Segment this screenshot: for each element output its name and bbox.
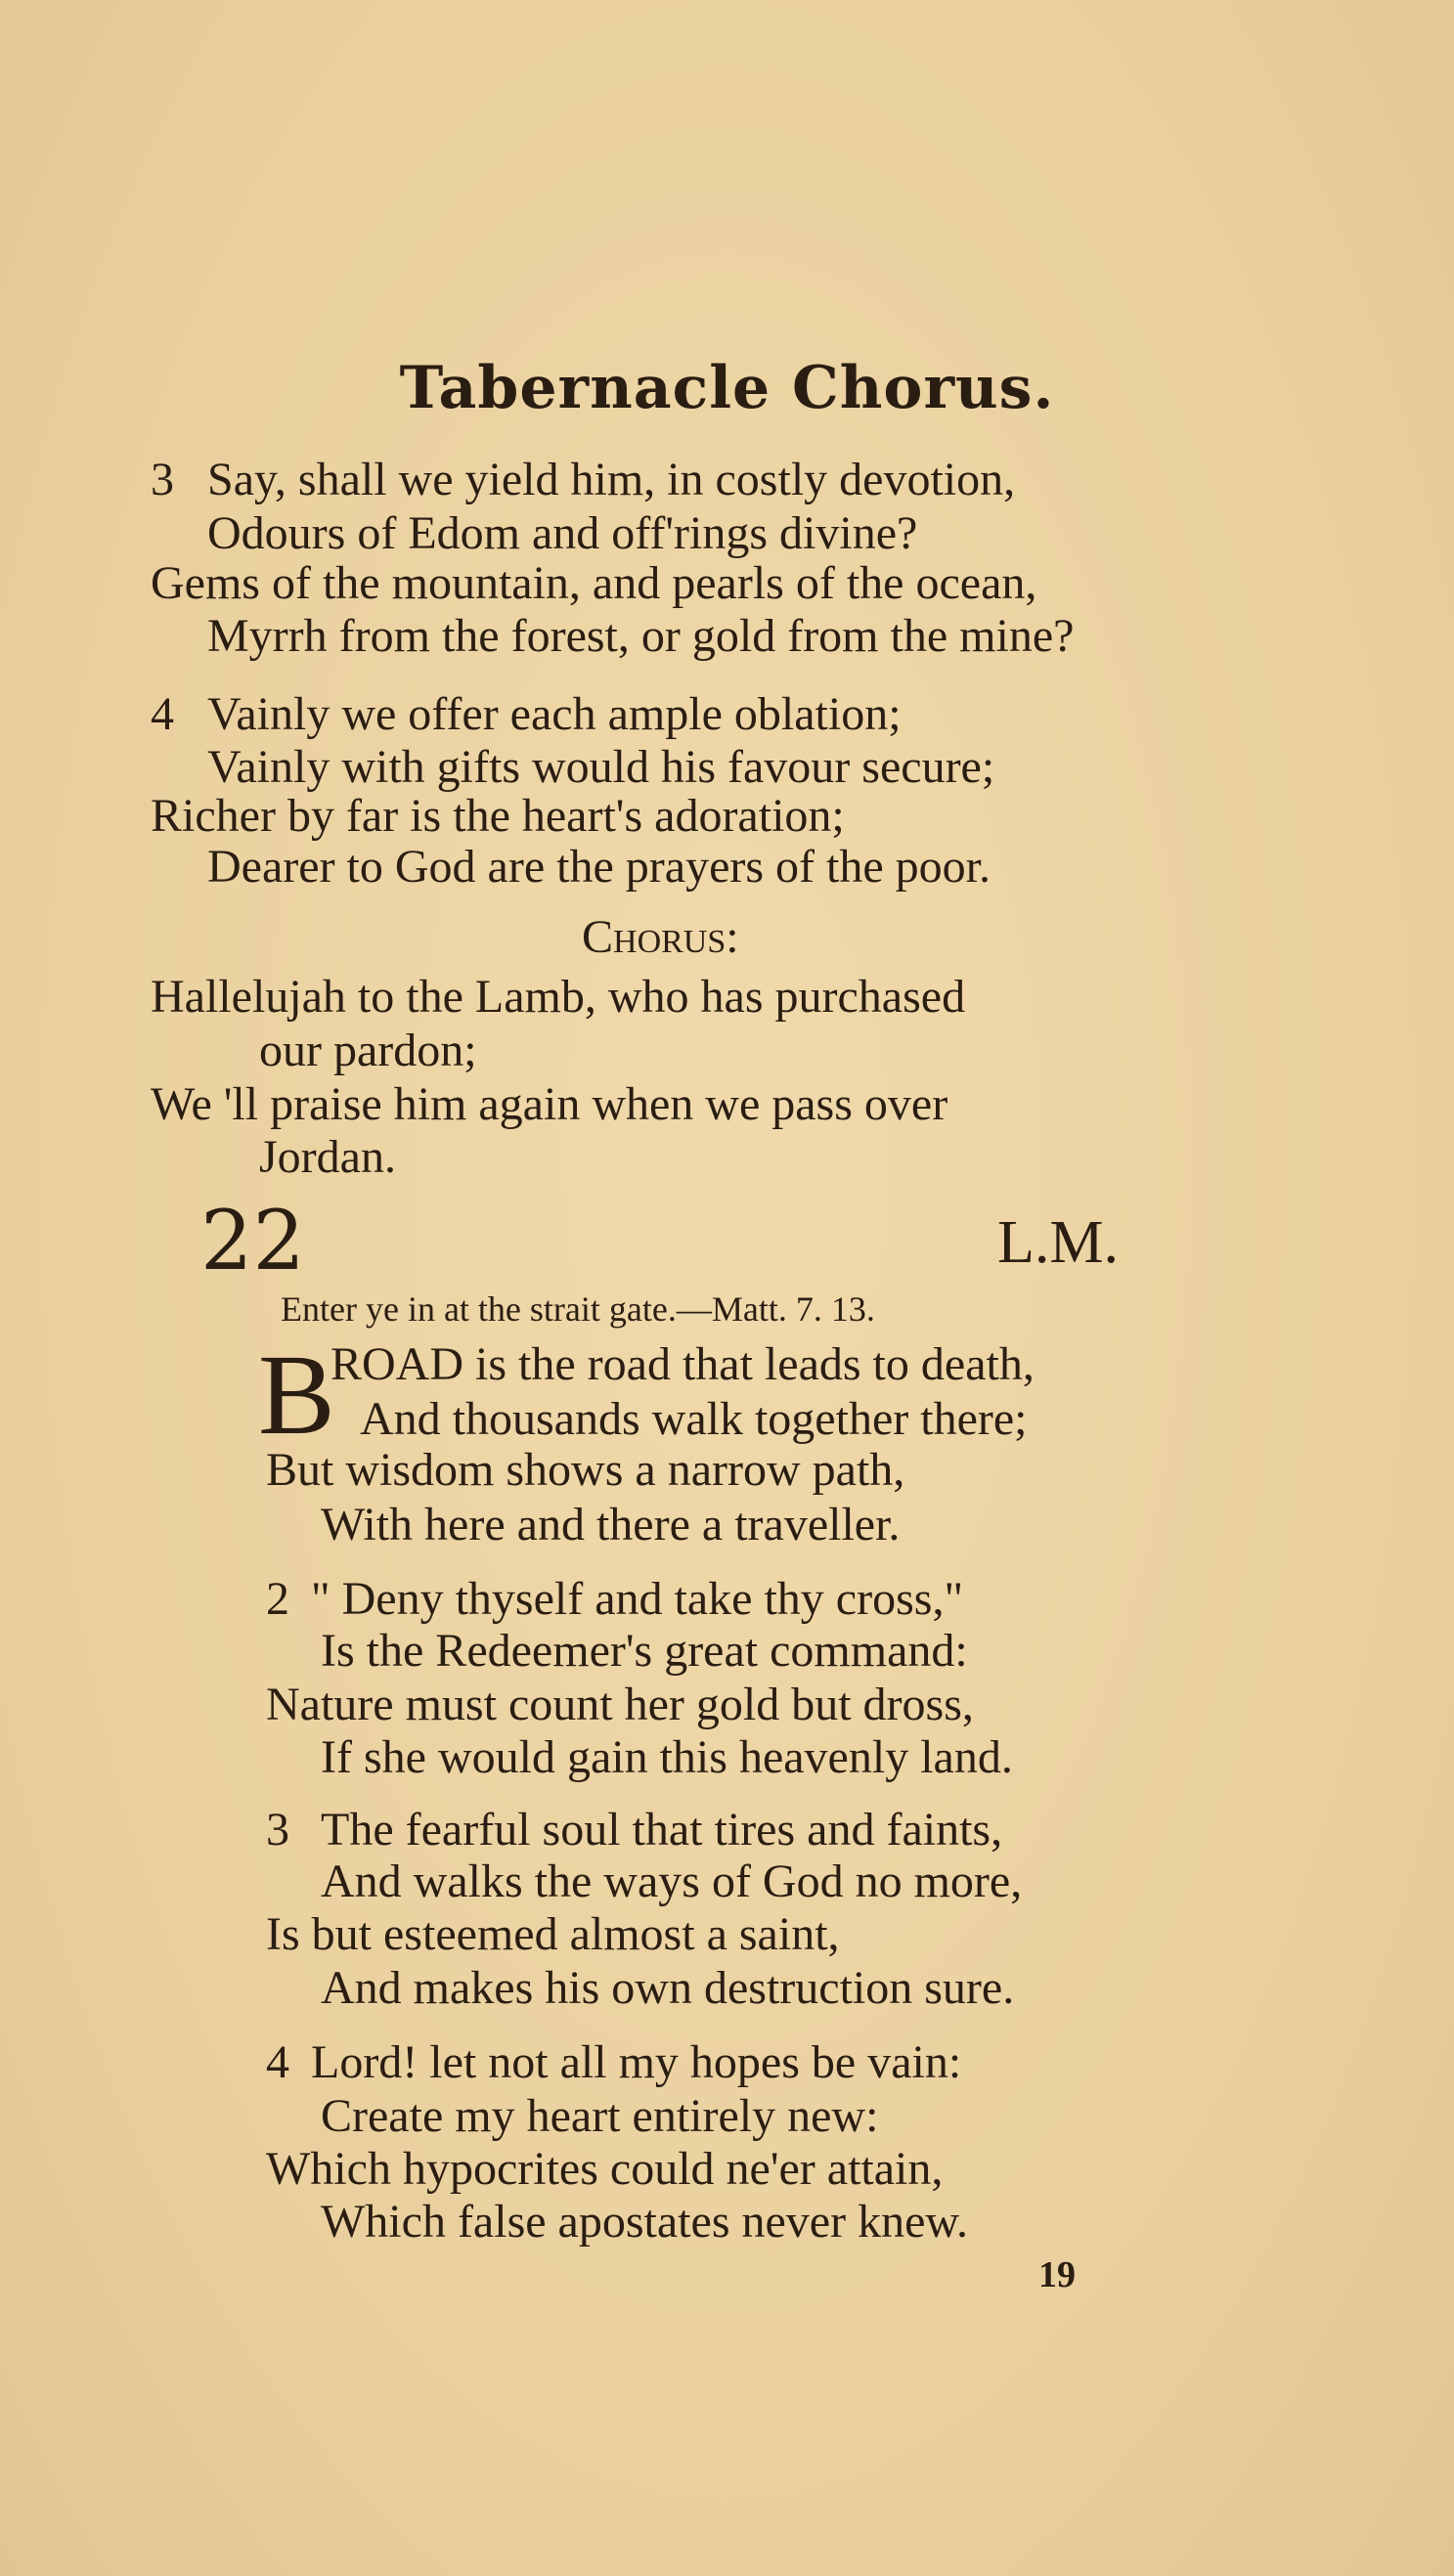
verse-line: " Deny thyself and take thy cross,": [311, 1573, 964, 1625]
verse-number: 3: [151, 454, 174, 505]
verse-line: Create my heart entirely new:: [321, 2090, 879, 2142]
drop-cap: B: [258, 1331, 335, 1459]
verse-line: Vainly with gifts would his favour secure;: [207, 741, 995, 793]
page-number: 19: [1038, 2254, 1076, 2295]
verse-line: But wisdom shows a narrow path,: [266, 1444, 905, 1496]
verse-line: Myrrh from the forest, or gold from the mine?: [207, 610, 1075, 662]
chorus-line: our pardon;: [259, 1025, 477, 1076]
verse-number: 3: [266, 1804, 289, 1856]
verse-line: Is the Redeemer's great command:: [321, 1625, 968, 1677]
verse-line: If she would gain this heavenly land.: [321, 1731, 1013, 1783]
verse-line: Which false apostates never knew.: [321, 2196, 968, 2248]
verse-line: Vainly we offer each ample oblation;: [207, 688, 902, 740]
verse-line: ROAD is the road that leads to death,: [330, 1338, 1035, 1390]
verse-line: The fearful soul that tires and faints,: [321, 1804, 1003, 1856]
verse-line: Say, shall we yield him, in costly devotion,: [207, 454, 1016, 505]
verse-line: Richer by far is the heart's adoration;: [151, 790, 845, 842]
chorus-line: Jordan.: [259, 1131, 396, 1183]
chorus-line: Hallelujah to the Lamb, who has purchased: [151, 971, 966, 1023]
hymn-number: 22: [200, 1193, 305, 1288]
verse-line: Gems of the mountain, and pearls of the ocean,: [151, 557, 1037, 609]
verse-line: Which hypocrites could ne'er attain,: [266, 2143, 944, 2195]
verse-line: With here and there a traveller.: [321, 1499, 901, 1550]
verse-line: Dearer to God are the prayers of the poor.: [207, 841, 991, 893]
hymn-meter: L.M.: [997, 1209, 1119, 1276]
chorus-label: Chorus:: [582, 911, 739, 963]
verse-line: Odours of Edom and off'rings divine?: [207, 507, 918, 559]
verse-line: Lord! let not all my hopes be vain:: [311, 2036, 962, 2088]
verse-number: 4: [151, 688, 174, 740]
verse-line: Nature must count her gold but dross,: [266, 1679, 974, 1730]
hymn-epigraph: Enter ye in at the strait gate.—Matt. 7. 13.: [281, 1289, 875, 1329]
verse-number: 4: [266, 2036, 289, 2088]
running-head: Tabernacle Chorus.: [399, 354, 1055, 422]
verse-line: And makes his own destruction sure.: [321, 1962, 1015, 2014]
verse-line: And walks the ways of God no more,: [321, 1856, 1023, 1907]
verse-line: And thousands walk together there;: [360, 1393, 1028, 1445]
verse-line: Is but esteemed almost a saint,: [266, 1908, 840, 1960]
verse-number: 2: [266, 1573, 289, 1625]
chorus-line: We 'll praise him again when we pass over: [151, 1078, 948, 1130]
